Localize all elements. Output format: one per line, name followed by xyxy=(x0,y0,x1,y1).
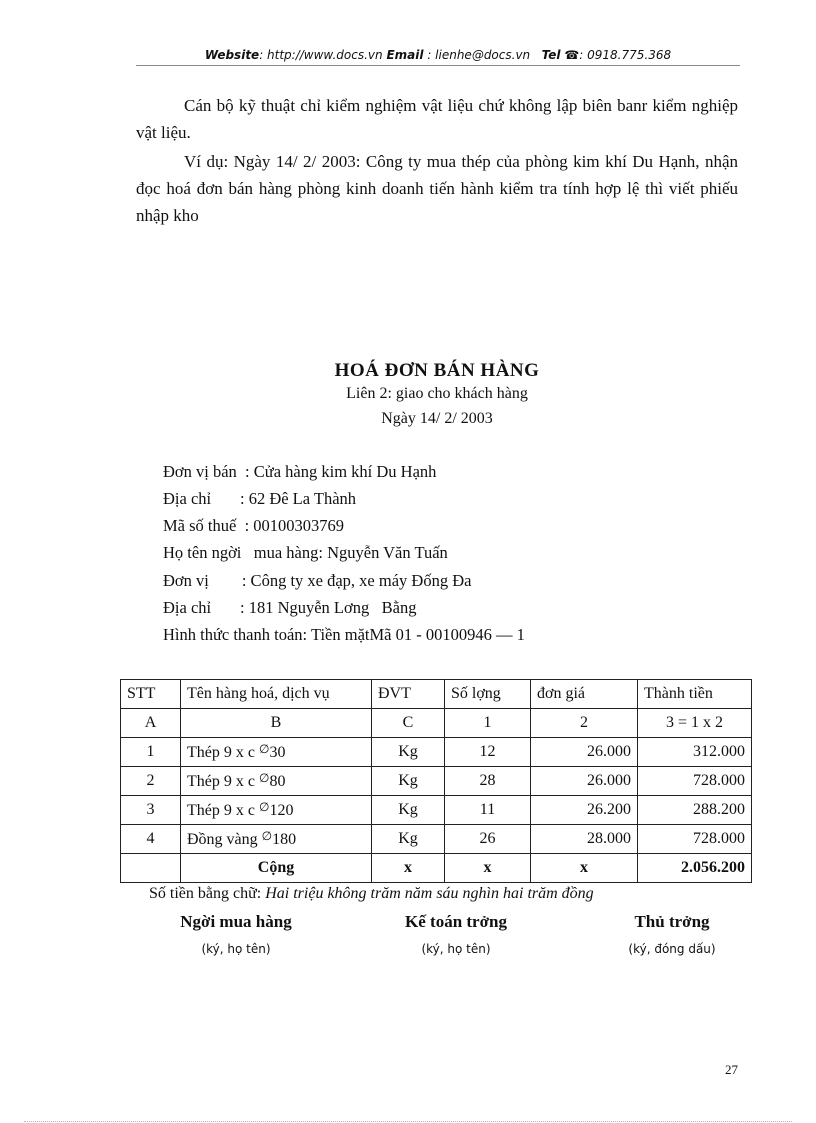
page-number: 27 xyxy=(725,1062,738,1077)
invoice-copy: Liên 2: giao cho khách hàng xyxy=(346,385,528,402)
row-unit: Kg xyxy=(372,738,445,767)
page-header xyxy=(136,48,740,66)
info-seller: Đơn vị bán : Cửa hàng kim khí Du Hạnh xyxy=(163,462,437,481)
signature-role: Kế toán trởng xyxy=(405,912,507,931)
row-amount: 312.000 xyxy=(638,738,752,767)
row-quantity: 26 xyxy=(445,825,531,854)
website-label: Website xyxy=(204,48,260,62)
invoice-date: Ngày 14/ 2/ 2003 xyxy=(381,410,493,427)
row-unit: Kg xyxy=(372,825,445,854)
table-code-row xyxy=(121,709,752,738)
info-buyer-unit: Đơn vị : Công ty xe đạp, xe máy Đống Đa xyxy=(163,571,472,590)
row-stt: 3 xyxy=(121,796,181,825)
table-row xyxy=(121,738,752,767)
amount-words-label: Số tiền bằng chữ: xyxy=(149,885,266,902)
info-tax-code: Mã số thuế : 00100303769 xyxy=(163,516,345,535)
header-item-name: Tên hàng hoá, dịch vụ xyxy=(181,680,372,709)
signature-note: (ký, đóng dấu) xyxy=(628,942,716,956)
invoice-title: HOÁ ĐƠN BÁN HÀNG xyxy=(334,360,540,381)
tel-label: Tel xyxy=(541,48,561,62)
table-row xyxy=(121,767,752,796)
signature-note: (ký, họ tên) xyxy=(201,942,271,956)
email-label: Email xyxy=(386,48,424,62)
paragraph-2 xyxy=(136,148,738,229)
total-unit-price: x xyxy=(531,854,638,883)
code-cell: 1 xyxy=(445,709,531,738)
total-empty-cell xyxy=(121,854,181,883)
signature-role: Ngời mua hàng xyxy=(180,912,292,931)
signature-accountant xyxy=(356,912,556,956)
signature-buyer xyxy=(136,912,336,956)
total-unit: x xyxy=(372,854,445,883)
info-buyer-name: Họ tên ngời mua hàng: Nguyễn Văn Tuấn xyxy=(163,543,448,562)
row-unit: Kg xyxy=(372,767,445,796)
code-cell: C xyxy=(372,709,445,738)
table-header-row xyxy=(121,680,752,709)
total-label: Cộng xyxy=(181,854,372,883)
row-unit-price: 28.000 xyxy=(531,825,638,854)
signature-head xyxy=(572,912,772,956)
diameter-icon: ∅ xyxy=(258,800,270,814)
header-quantity: Số lợng xyxy=(445,680,531,709)
row-quantity: 28 xyxy=(445,767,531,796)
bottom-divider xyxy=(24,1121,792,1122)
row-stt: 4 xyxy=(121,825,181,854)
phone-icon: ☎ xyxy=(564,48,580,62)
code-cell: A xyxy=(121,709,181,738)
invoice-table xyxy=(120,679,752,883)
code-cell: B xyxy=(181,709,372,738)
row-item-name: Thép 9 x c ∅80 xyxy=(181,767,372,796)
paragraph-1-text: Cán bộ kỹ thuật chỉ kiểm nghiệm vật liệu chứ không lập biên banr kiểm nghiệp vật liệu. xyxy=(136,96,738,142)
website-value: : http://www.docs.vn xyxy=(259,48,383,62)
info-seller-address: Địa chỉ : 62 Đê La Thành xyxy=(163,489,357,508)
amount-in-words xyxy=(149,885,594,903)
row-amount: 288.200 xyxy=(638,796,752,825)
row-amount: 728.000 xyxy=(638,825,752,854)
row-item-name: Thép 9 x c ∅30 xyxy=(181,738,372,767)
row-unit-price: 26.200 xyxy=(531,796,638,825)
header-unit-price: đơn giá xyxy=(531,680,638,709)
diameter-icon: ∅ xyxy=(258,771,270,785)
row-quantity: 11 xyxy=(445,796,531,825)
diameter-icon: ∅ xyxy=(261,829,273,843)
table-row xyxy=(121,825,752,854)
total-quantity: x xyxy=(445,854,531,883)
diameter-icon: ∅ xyxy=(258,742,270,756)
row-unit-price: 26.000 xyxy=(531,738,638,767)
header-unit: ĐVT xyxy=(372,680,445,709)
signature-note: (ký, họ tên) xyxy=(421,942,491,956)
row-amount: 728.000 xyxy=(638,767,752,796)
row-unit: Kg xyxy=(372,796,445,825)
row-item-name: Thép 9 x c ∅120 xyxy=(181,796,372,825)
row-item-name: Đồng vàng ∅180 xyxy=(181,825,372,854)
email-value: : lienhe@docs.vn xyxy=(423,48,531,62)
total-amount: 2.056.200 xyxy=(638,854,752,883)
row-stt: 1 xyxy=(121,738,181,767)
signature-role: Thủ trởng xyxy=(634,912,710,931)
header-stt: STT xyxy=(121,680,181,709)
paragraph-1 xyxy=(136,92,738,146)
table-row xyxy=(121,796,752,825)
table-total-row xyxy=(121,854,752,883)
code-cell: 3 = 1 x 2 xyxy=(638,709,752,738)
info-buyer-address: Địa chỉ : 181 Nguyễn Lơng Bằng xyxy=(163,598,417,617)
row-unit-price: 26.000 xyxy=(531,767,638,796)
info-payment: Hình thức thanh toán: Tiền mặtMã 01 - 00100946 — 1 xyxy=(163,625,525,644)
row-stt: 2 xyxy=(121,767,181,796)
code-cell: 2 xyxy=(531,709,638,738)
amount-words-value: Hai triệu không trăm năm sáu nghìn hai trăm đồng xyxy=(265,885,594,902)
row-quantity: 12 xyxy=(445,738,531,767)
header-amount: Thành tiền xyxy=(638,680,752,709)
paragraph-2-text: Ví dụ: Ngày 14/ 2/ 2003: Công ty mua thép của phòng kim khí Du Hạnh, nhận đọc hoá đơn bán hàng phòng kinh doanh tiến hành kiểm tra tính hợp lệ thì viết phiếu nhập kho xyxy=(136,152,738,225)
tel-value: : 0918.775.368 xyxy=(579,48,672,62)
